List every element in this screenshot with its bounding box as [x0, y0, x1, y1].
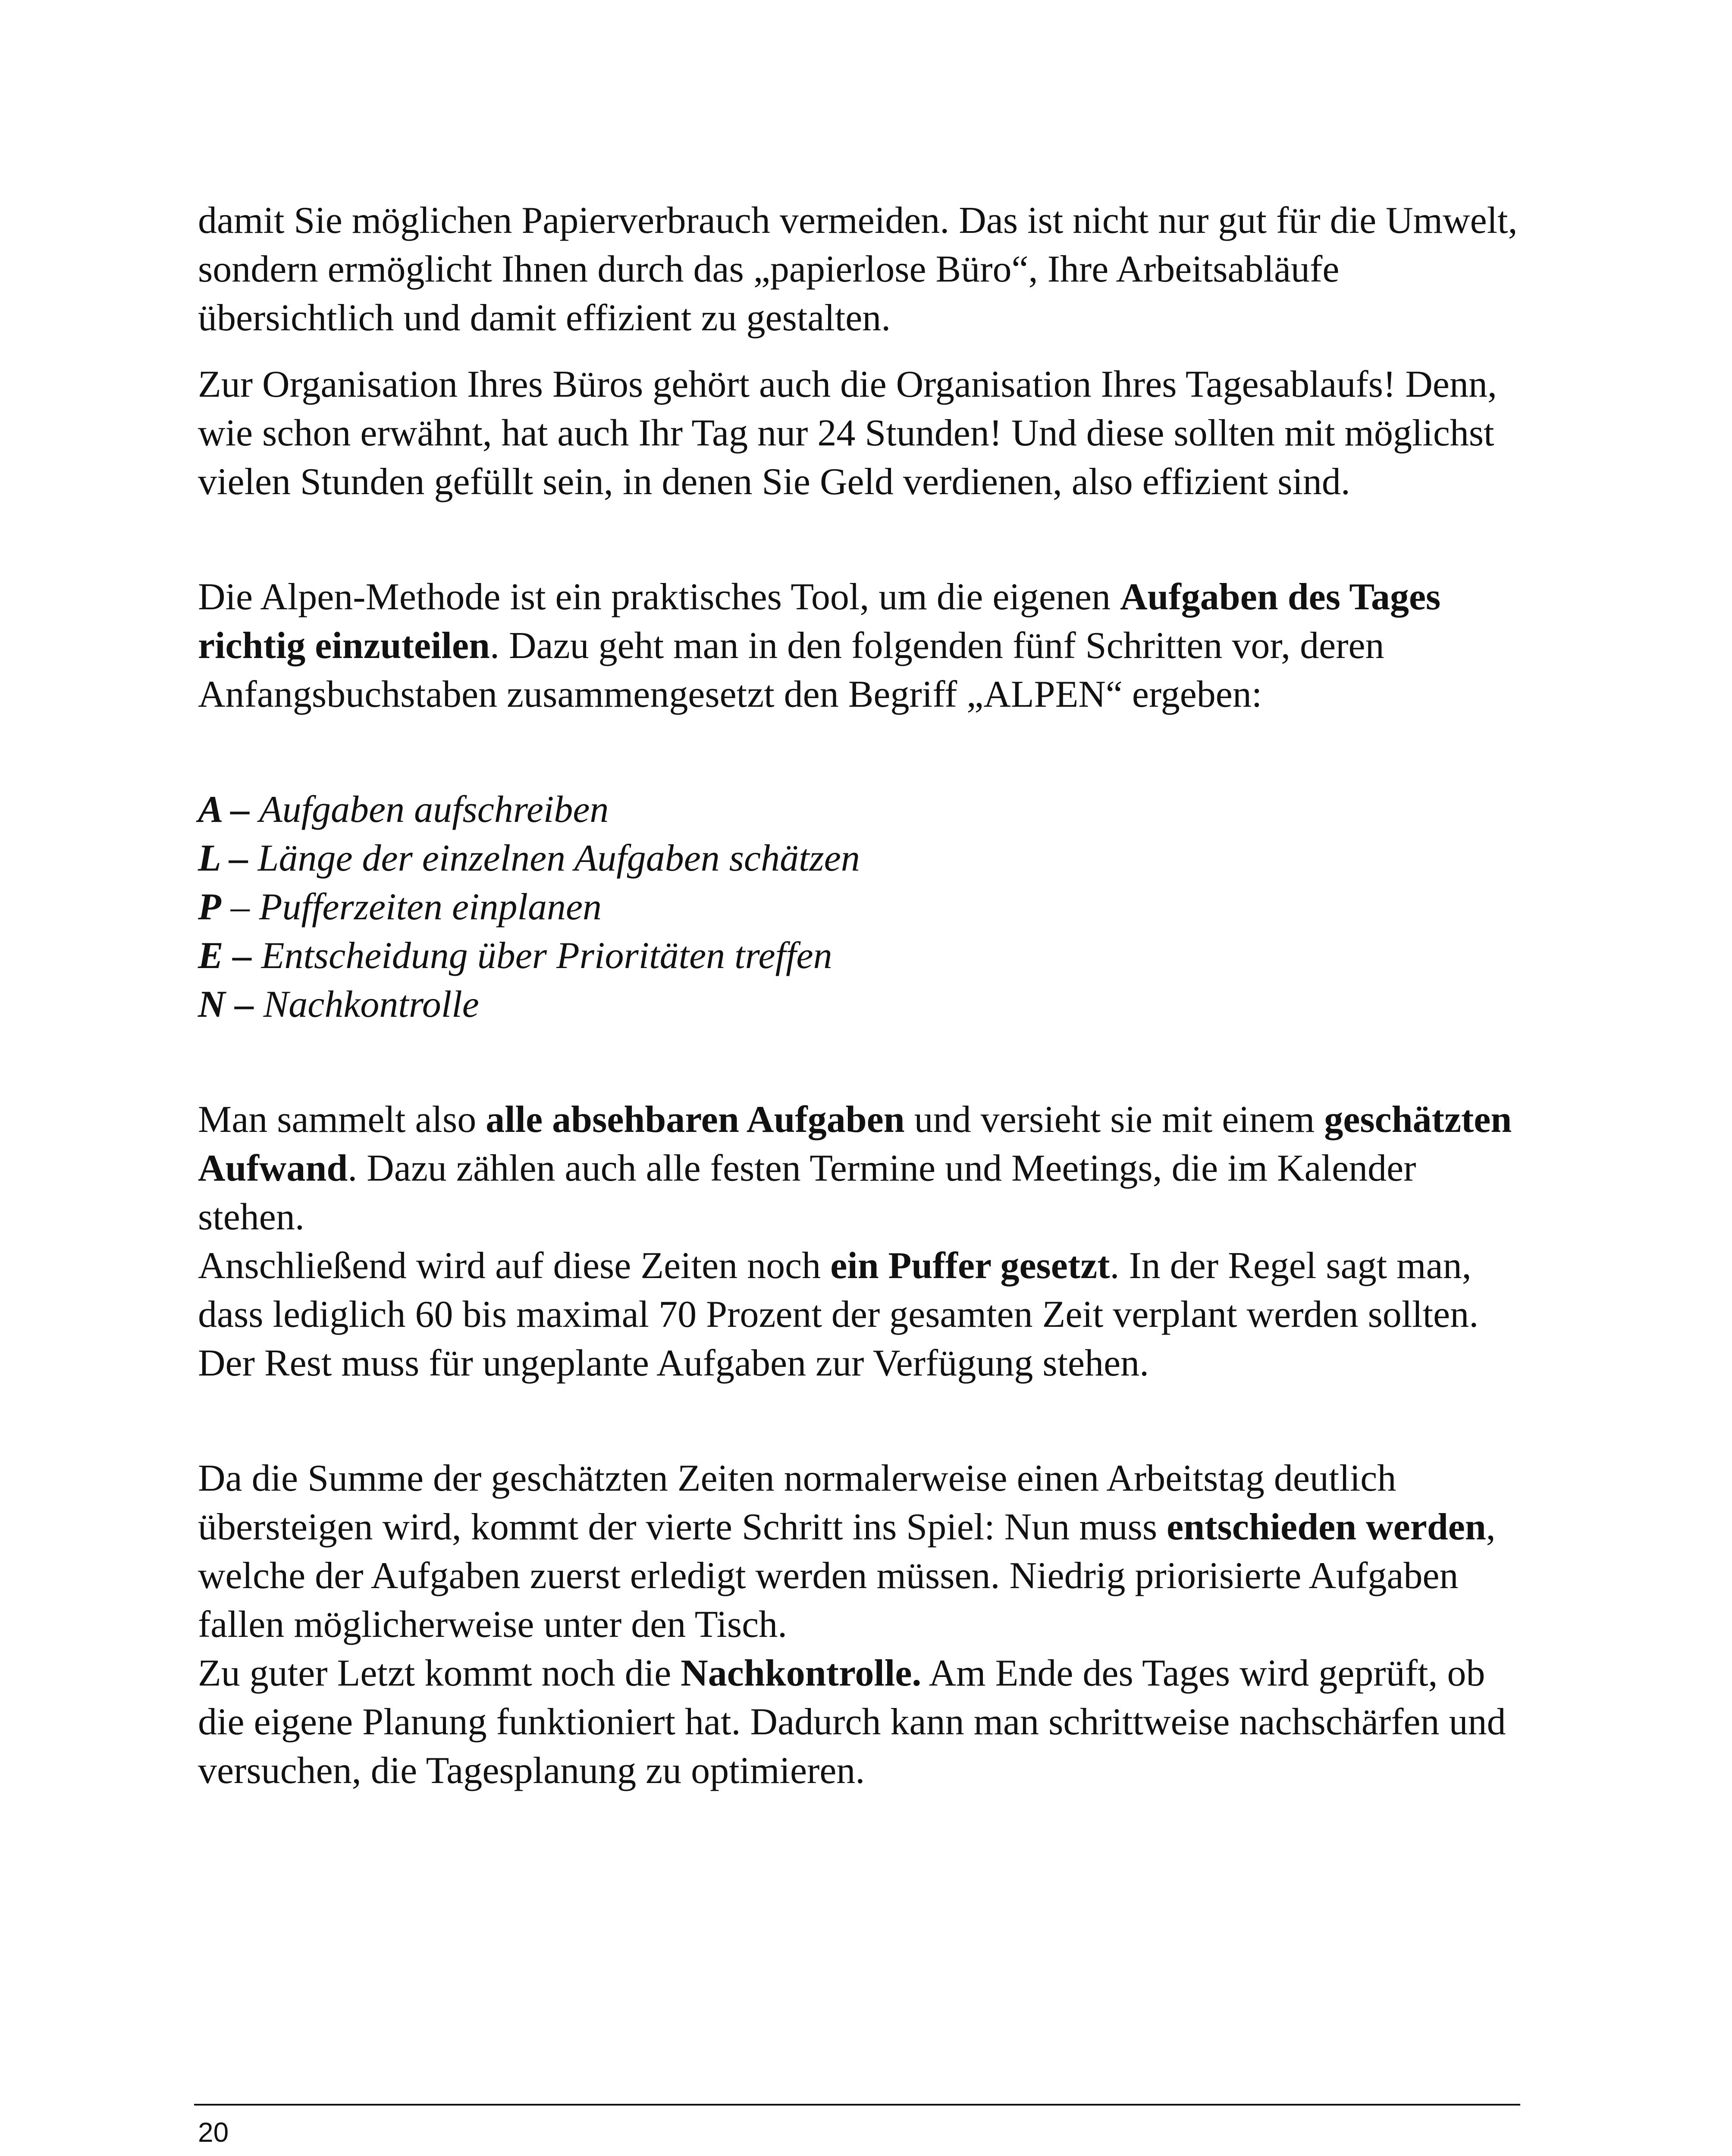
emphasis-buffer: ein Puffer gesetzt [830, 1245, 1110, 1287]
paragraph-alpen-intro: Die Alpen-Methode ist ein praktisches Tool, um die eigenen Aufgaben des Tages richtig einzuteilen. Dazu geht man in den folgenden fünf Schritten vor, deren Anfangsbuchstaben zusammengesetzt den Begriff „ALPEN“ ergeben: [198, 576, 1441, 715]
page-number: 20 [198, 2117, 229, 2148]
paragraph-collect-tasks: Man sammelt also alle absehbaren Aufgaben und versieht sie mit einem geschätzten Aufwand. Dazu zählen auch alle festen Termine und Meetings, die im Kalender stehen. [198, 1099, 1512, 1238]
alpen-step-e: E – Entscheidung über Prioritäten treffen [198, 935, 832, 977]
emphasis-review: Nachkontrolle. [681, 1652, 922, 1694]
alpen-step-n: N – Nachkontrolle [198, 984, 479, 1025]
emphasis-all-tasks: alle absehbaren Aufgaben [486, 1099, 905, 1141]
emphasis-task-planning: Aufgaben des Tages richtig einzuteilen [198, 576, 1441, 667]
emphasis-decided: entschieden werden [1167, 1506, 1486, 1548]
alpen-step-l: L – Länge der einzelnen Aufgaben schätzen [198, 837, 860, 879]
emphasis-estimated-effort: geschätzten Aufwand [198, 1099, 1512, 1189]
body-text [198, 196, 1518, 1795]
paragraph-paperless: damit Sie möglichen Papierverbrauch vermeiden. Das ist nicht nur gut für die Umwelt, sondern ermöglicht Ihnen durch das „papierlose Büro“, Ihre Arbeitsabläufe übersichtlich und damit effizient zu gestalten. [198, 200, 1518, 339]
paragraph-decision: Da die Summe der geschätzten Zeiten normalerweise einen Arbeitstag deutlich übersteigen wird, kommt der vierte Schritt ins Spiel: Nun muss entschieden werden, welche der Aufgaben zuerst erledigt werden müssen. Niedrig priorisierte Aufgaben fallen möglicherweise unter den Tisch. [198, 1457, 1496, 1645]
alpen-step-p: P – Pufferzeiten einplanen [198, 886, 602, 928]
paragraph-review: Zu guter Letzt kommt noch die Nachkontrolle. Am Ende des Tages wird geprüft, ob die eigene Planung funktioniert hat. Dadurch kann man schrittweise nachschärfen und versuchen, die Tagesplanung zu optimieren. [198, 1652, 1506, 1792]
alpen-step-a: A – Aufgaben aufschreiben [198, 789, 609, 830]
paragraph-daily-organization: Zur Organisation Ihres Büros gehört auch die Organisation Ihres Tagesablaufs! Denn, wie schon erwähnt, hat auch Ihr Tag nur 24 Stunden! Und diese sollten mit möglichst vielen Stunden gefüllt sein, in denen Sie Geld verdienen, also effizient sind. [198, 364, 1497, 503]
paragraph-buffer: Anschließend wird auf diese Zeiten noch ein Puffer gesetzt. In der Regel sagt man, dass lediglich 60 bis maximal 70 Prozent der gesamten Zeit verplant werden sollten. Der Rest muss für ungeplante Aufgaben zur Verfügung stehen. [198, 1245, 1479, 1384]
footer-divider [194, 2104, 1520, 2106]
alpen-steps-list [198, 785, 1518, 1029]
